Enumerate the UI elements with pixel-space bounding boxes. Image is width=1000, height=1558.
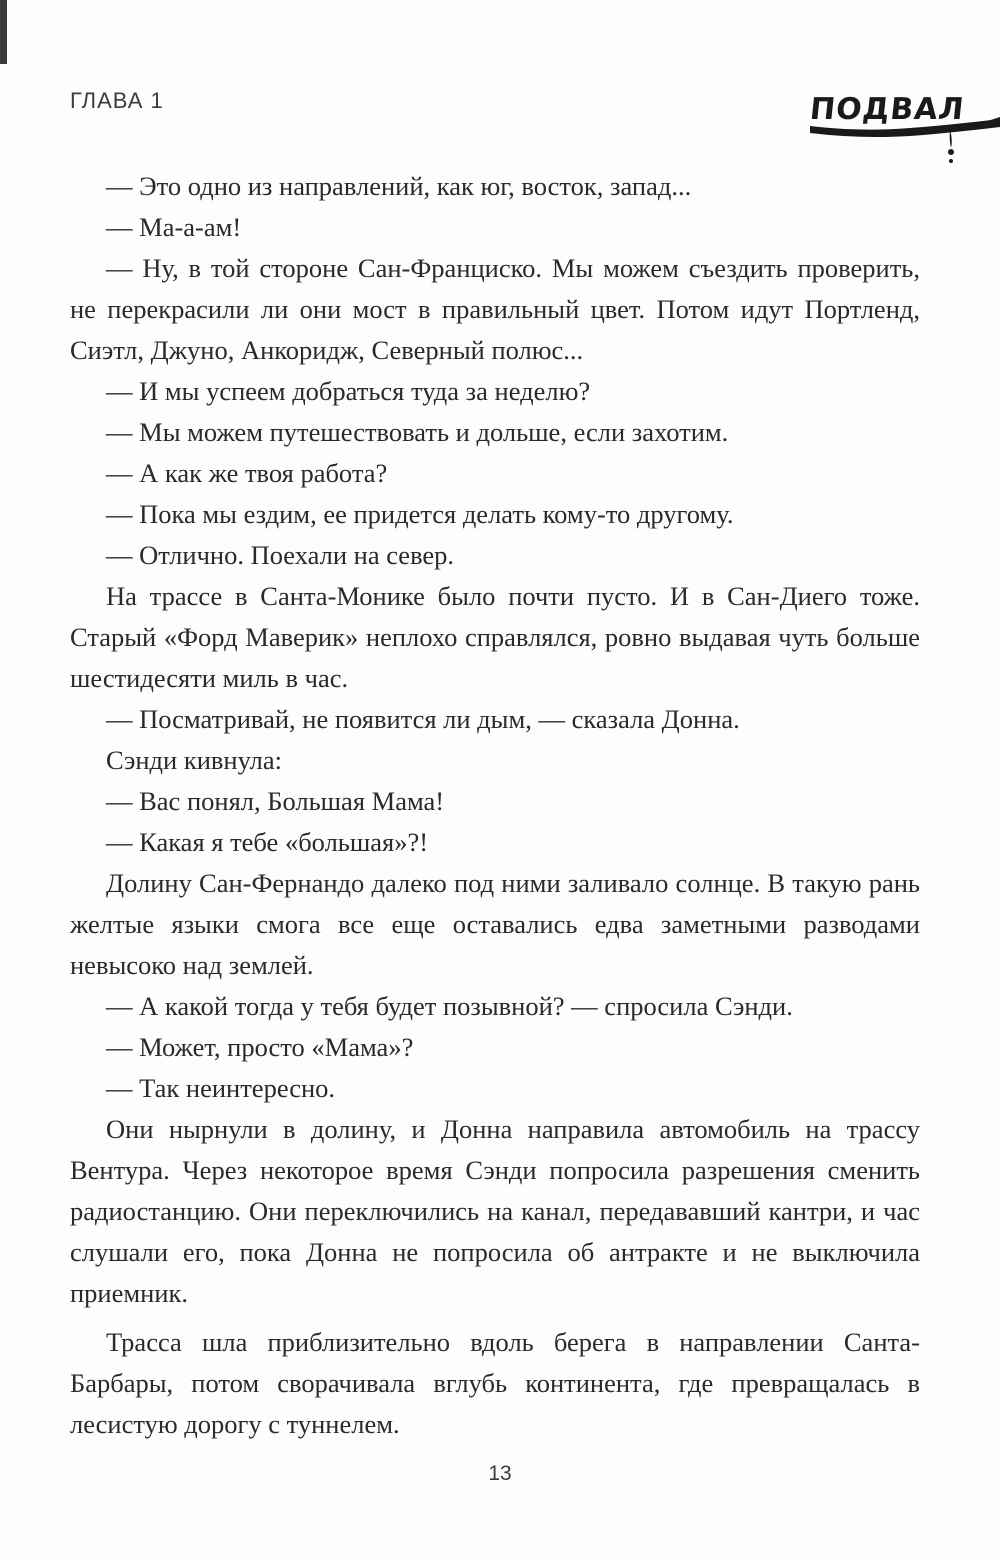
paragraph: — А какой тогда у тебя будет позывной? — спросила Сэнди.	[106, 991, 793, 1021]
page-body	[70, 166, 920, 1445]
paragraph: — Может, просто «Мама»?	[106, 1032, 414, 1062]
paragraph: — Мы можем путешествовать и дольше, если захотим.	[106, 417, 729, 447]
chapter-running-head: ГЛАВА 1	[70, 88, 164, 113]
page-number: 13	[488, 1462, 512, 1485]
paragraph: — Ма-а-ам!	[106, 212, 242, 242]
paragraph: — Это одно из направлений, как юг, восток, запад...	[106, 171, 692, 201]
paragraph: Сэнди кивнула:	[106, 745, 283, 775]
paragraph: — Так неинтересно.	[106, 1073, 336, 1103]
page-edge-mark	[0, 0, 7, 64]
paragraph: Трасса шла приблизительно вдоль берега в направлении Санта-Барбары, потом сворачивала вглубь континента, где превращалась в лесистую дорогу с туннелем.	[70, 1327, 920, 1439]
paragraph: — Какая я тебе «большая»?!	[106, 827, 429, 857]
podval-logo	[800, 86, 1000, 166]
paragraph: — И мы успеем добраться туда за неделю?	[106, 376, 591, 406]
paragraph: На трассе в Санта-Монике было почти пусто. И в Сан-Диего тоже. Старый «Форд Маверик» неплохо справлялся, ровно выдавая чуть больше шестидесяти миль в час.	[70, 581, 920, 693]
paragraph: — Пока мы ездим, ее придется делать кому-то другому.	[106, 499, 734, 529]
paragraph: — Посматривай, не появится ли дым, — сказала Донна.	[106, 704, 740, 734]
logo-text: ПОДВАЛ	[808, 92, 967, 127]
paragraph: — Ну, в той стороне Сан-Франциско. Мы можем съездить проверить, не перекрасили ли они мост в правильный цвет. Потом идут Портленд, Сиэтл, Джуно, Анкоридж, Северный полюс...	[70, 253, 920, 365]
paragraph: Долину Сан-Фернандо далеко под ними заливало солнце. В такую рань желтые языки смога все еще оставались едва заметными разводами невысоко над землей.	[70, 868, 920, 980]
paragraph: — Вас понял, Большая Мама!	[106, 786, 445, 816]
paragraph: Они нырнули в долину, и Донна направила автомобиль на трассу Вентура. Через некоторое время Сэнди попросила разрешения сменить радиостанцию. Они переключились на канал, передававший кантри, и час слушали его, пока Донна не попросила об антракте и не выключила приемник.	[70, 1114, 920, 1308]
paragraph: — Отлично. Поехали на север.	[106, 540, 455, 570]
paragraph: — А как же твоя работа?	[106, 458, 388, 488]
